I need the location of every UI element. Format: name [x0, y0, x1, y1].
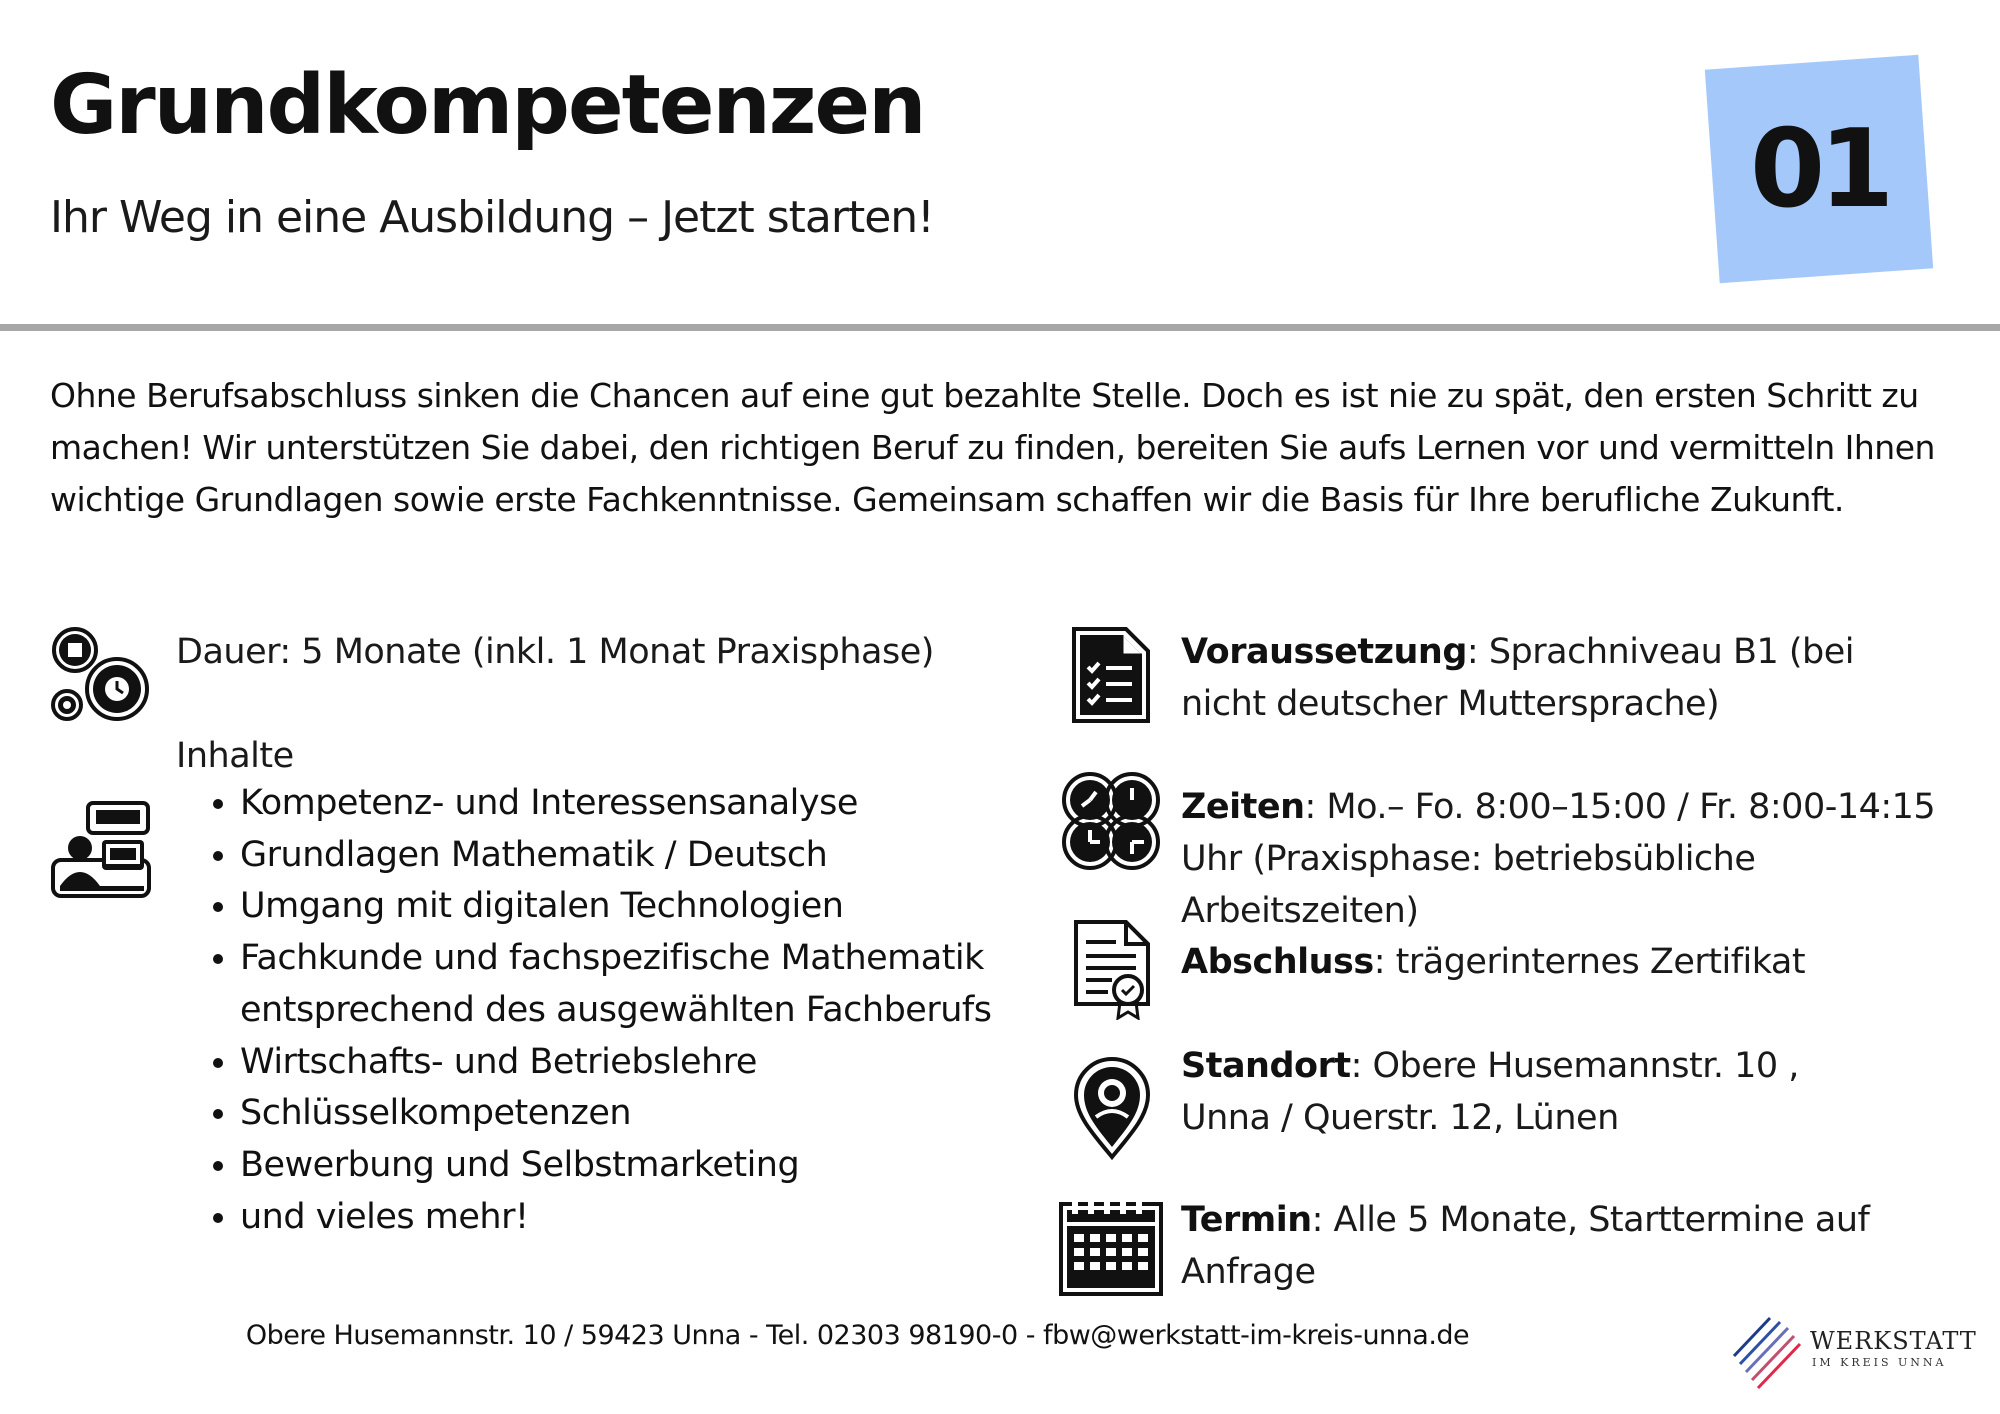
list-item: • Grundlagen Mathematik / Deutsch	[240, 830, 1020, 882]
location-pin-icon	[1072, 1055, 1152, 1161]
badge-number: 01	[1749, 106, 1889, 232]
location-label: Standort	[1181, 1046, 1351, 1086]
location-text	[1181, 1040, 1861, 1144]
clocks-icon	[1060, 770, 1162, 872]
list-item: • Schlüsselkompetenzen	[240, 1088, 1020, 1140]
location-value: : Obere Husemannstr. 10 , Unna / Querstr. 12, Lünen	[1181, 1046, 1799, 1138]
online-learning-icon	[50, 800, 152, 900]
certificate-icon	[1072, 918, 1152, 1020]
degree-label: Abschluss	[1181, 942, 1374, 982]
duration-text: Dauer: 5 Monate (inkl. 1 Monat Praxisphase)	[176, 632, 934, 672]
date-value: : Alle 5 Monate, Starttermine auf Anfrage	[1181, 1200, 1870, 1292]
requirement-text	[1181, 626, 1941, 730]
werkstatt-logo-icon	[1730, 1310, 1802, 1390]
intro-paragraph: Ohne Berufsabschluss sinken die Chancen auf eine gut bezahlte Stelle. Doch es ist nie zu spät, den ersten Schritt zu machen! Wir unterstützen Sie dabei, den richtigen Beruf zu finden, bereiten Sie aufs Lernen vor und vermitteln Ihnen wichtige Grundlagen sowie erste Fachkenntnisse. Gemeinsam schaffen wir die Basis für Ihre berufliche Zukunft.	[50, 376, 1935, 519]
requirement-label: Voraussetzung	[1181, 632, 1467, 672]
date-text	[1181, 1194, 1981, 1298]
page-title: Grundkompetenzen	[50, 58, 925, 153]
list-item: • Umgang mit digitalen Technologien	[240, 881, 1020, 933]
checklist-document-icon	[1068, 625, 1152, 727]
times-value: : Mo.– Fo. 8:00–15:00 / Fr. 8:00-14:15 Uhr (Praxisphase: betriebsübliche Arbeitszeiten)	[1181, 787, 1936, 931]
list-item: • Kompetenz- und Interessensanalyse	[240, 778, 1020, 830]
date-label: Termin	[1181, 1200, 1312, 1240]
list-item: • Bewerbung und Selbstmarketing	[240, 1140, 1020, 1192]
number-badge	[1705, 55, 1933, 283]
list-item: • und vieles mehr!	[240, 1192, 1020, 1244]
degree-value: : trägerinternes Zertifikat	[1373, 942, 1806, 982]
logo-line1: WERKSTATT	[1810, 1327, 1977, 1355]
calendar-icon	[1058, 1196, 1164, 1298]
logo-line2: IM KREIS UNNA	[1812, 1356, 1947, 1369]
footer-contact: Obere Husemannstr. 10 / 59423 Unna - Tel. 02303 98190-0 - fbw@werkstatt-im-kreis-unna.de	[245, 1320, 1470, 1351]
header-divider	[0, 324, 2000, 331]
times-text	[1181, 781, 1971, 937]
list-item: • Fachkunde und fachspezifische Mathematik entsprechend des ausgewählten Fachberufs	[240, 933, 1020, 1036]
degree-text	[1181, 936, 1961, 988]
contents-list	[190, 778, 1020, 1243]
page-subtitle: Ihr Weg in eine Ausbildung – Jetzt starten!	[50, 192, 934, 243]
gears-clock-icon	[50, 625, 155, 725]
list-item: • Wirtschafts- und Betriebslehre	[240, 1037, 1020, 1089]
requirement-value: : Sprachniveau B1 (bei nicht deutscher Muttersprache)	[1181, 632, 1854, 724]
contents-heading: Inhalte	[176, 736, 294, 776]
times-label: Zeiten	[1181, 787, 1305, 827]
